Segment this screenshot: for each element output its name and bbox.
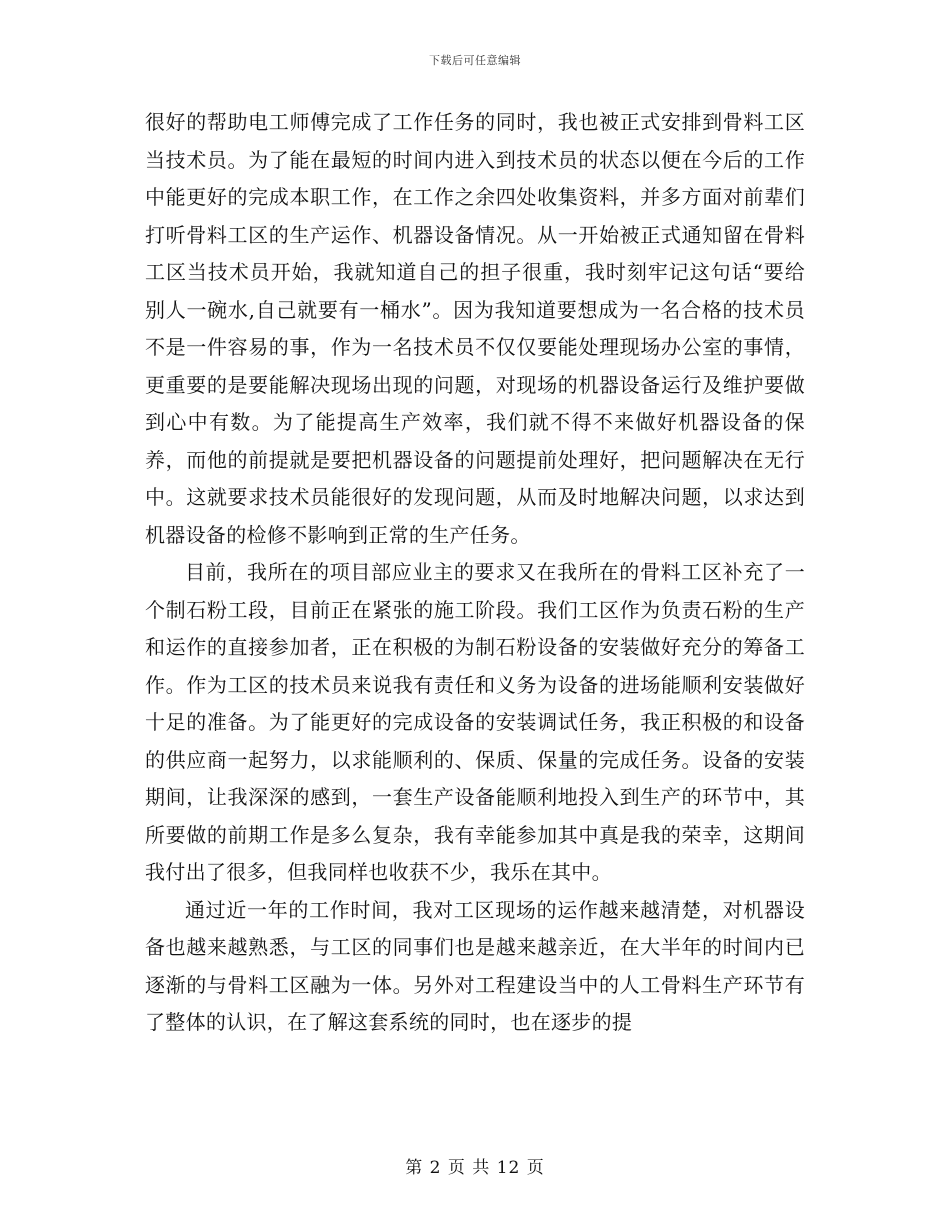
paragraph-3: 通过近一年的工作时间，我对工区现场的运作越来越清楚，对机器设备也越来越熟悉，与工区的同事们也是越来越亲近，在大半年的时间内已逐渐的与骨料工区融为一体。另外对工程建设当中的人工骨料生产环节有了整体的认识，在了解这套系统的同时，也在逐步的提 bbox=[145, 897, 805, 1034]
paragraph-1: 很好的帮助电工师傅完成了工作任务的同时，我也被正式安排到骨料工区当技术员。为了能在最短的时间内进入到技术员的状态以便在今后的工作中能更好的完成本职工作，在工作之余四处收集资料，并多方面对前辈们打听骨料工区的生产运作、机器设备情况。从一开始被正式通知留在骨料工区当技术员开始，我就知道自己的担子很重，我时刻牢记这句话“要给别人一碗水,自己就要有一桶水”。因为我知道要想成为一名合格的技术员不是一件容易的事，作为一名技术员不仅仅要能处理现场办公室的事情，更重要的是要能解决现场出现的问题，对现场的机器设备运行及维护要做到心中有数。为了能提高生产效率，我们就不得不来做好机器设备的保养，而他的前提就是要把机器设备的问题提前处理好，把问题解决在无行中。这就要求技术员能很好的发现问题，从而及时地解决问题，以求达到机器设备的检修不影响到正常的生产任务。 bbox=[145, 110, 805, 547]
document-body bbox=[145, 104, 805, 1042]
page-header-note: 下载后可任意编辑 bbox=[429, 54, 521, 67]
paragraph-2: 目前，我所在的项目部应业主的要求又在我所在的骨料工区补充了一个制石粉工段，目前正在紧张的施工阶段。我们工区作为负责石粉的生产和运作的直接参加者，正在积极的为制石粉设备的安装做好充分的筹备工作。作为工区的技术员来说我有责任和义务为设备的进场能顺利安装做好十足的准备。为了能更好的完成设备的安装调试任务，我正积极的和设备的供应商一起努力，以求能顺利的、保质、保量的完成任务。设备的安装期间，让我深深的感到，一套生产设备能顺利地投入到生产的环节中，其所要做的前期工作是多么复杂，我有幸能参加其中真是我的荣幸，这期间我付出了很多，但我同样也收获不少，我乐在其中。 bbox=[145, 560, 805, 884]
page-number: 第 2 页 共 12 页 bbox=[405, 1158, 545, 1178]
